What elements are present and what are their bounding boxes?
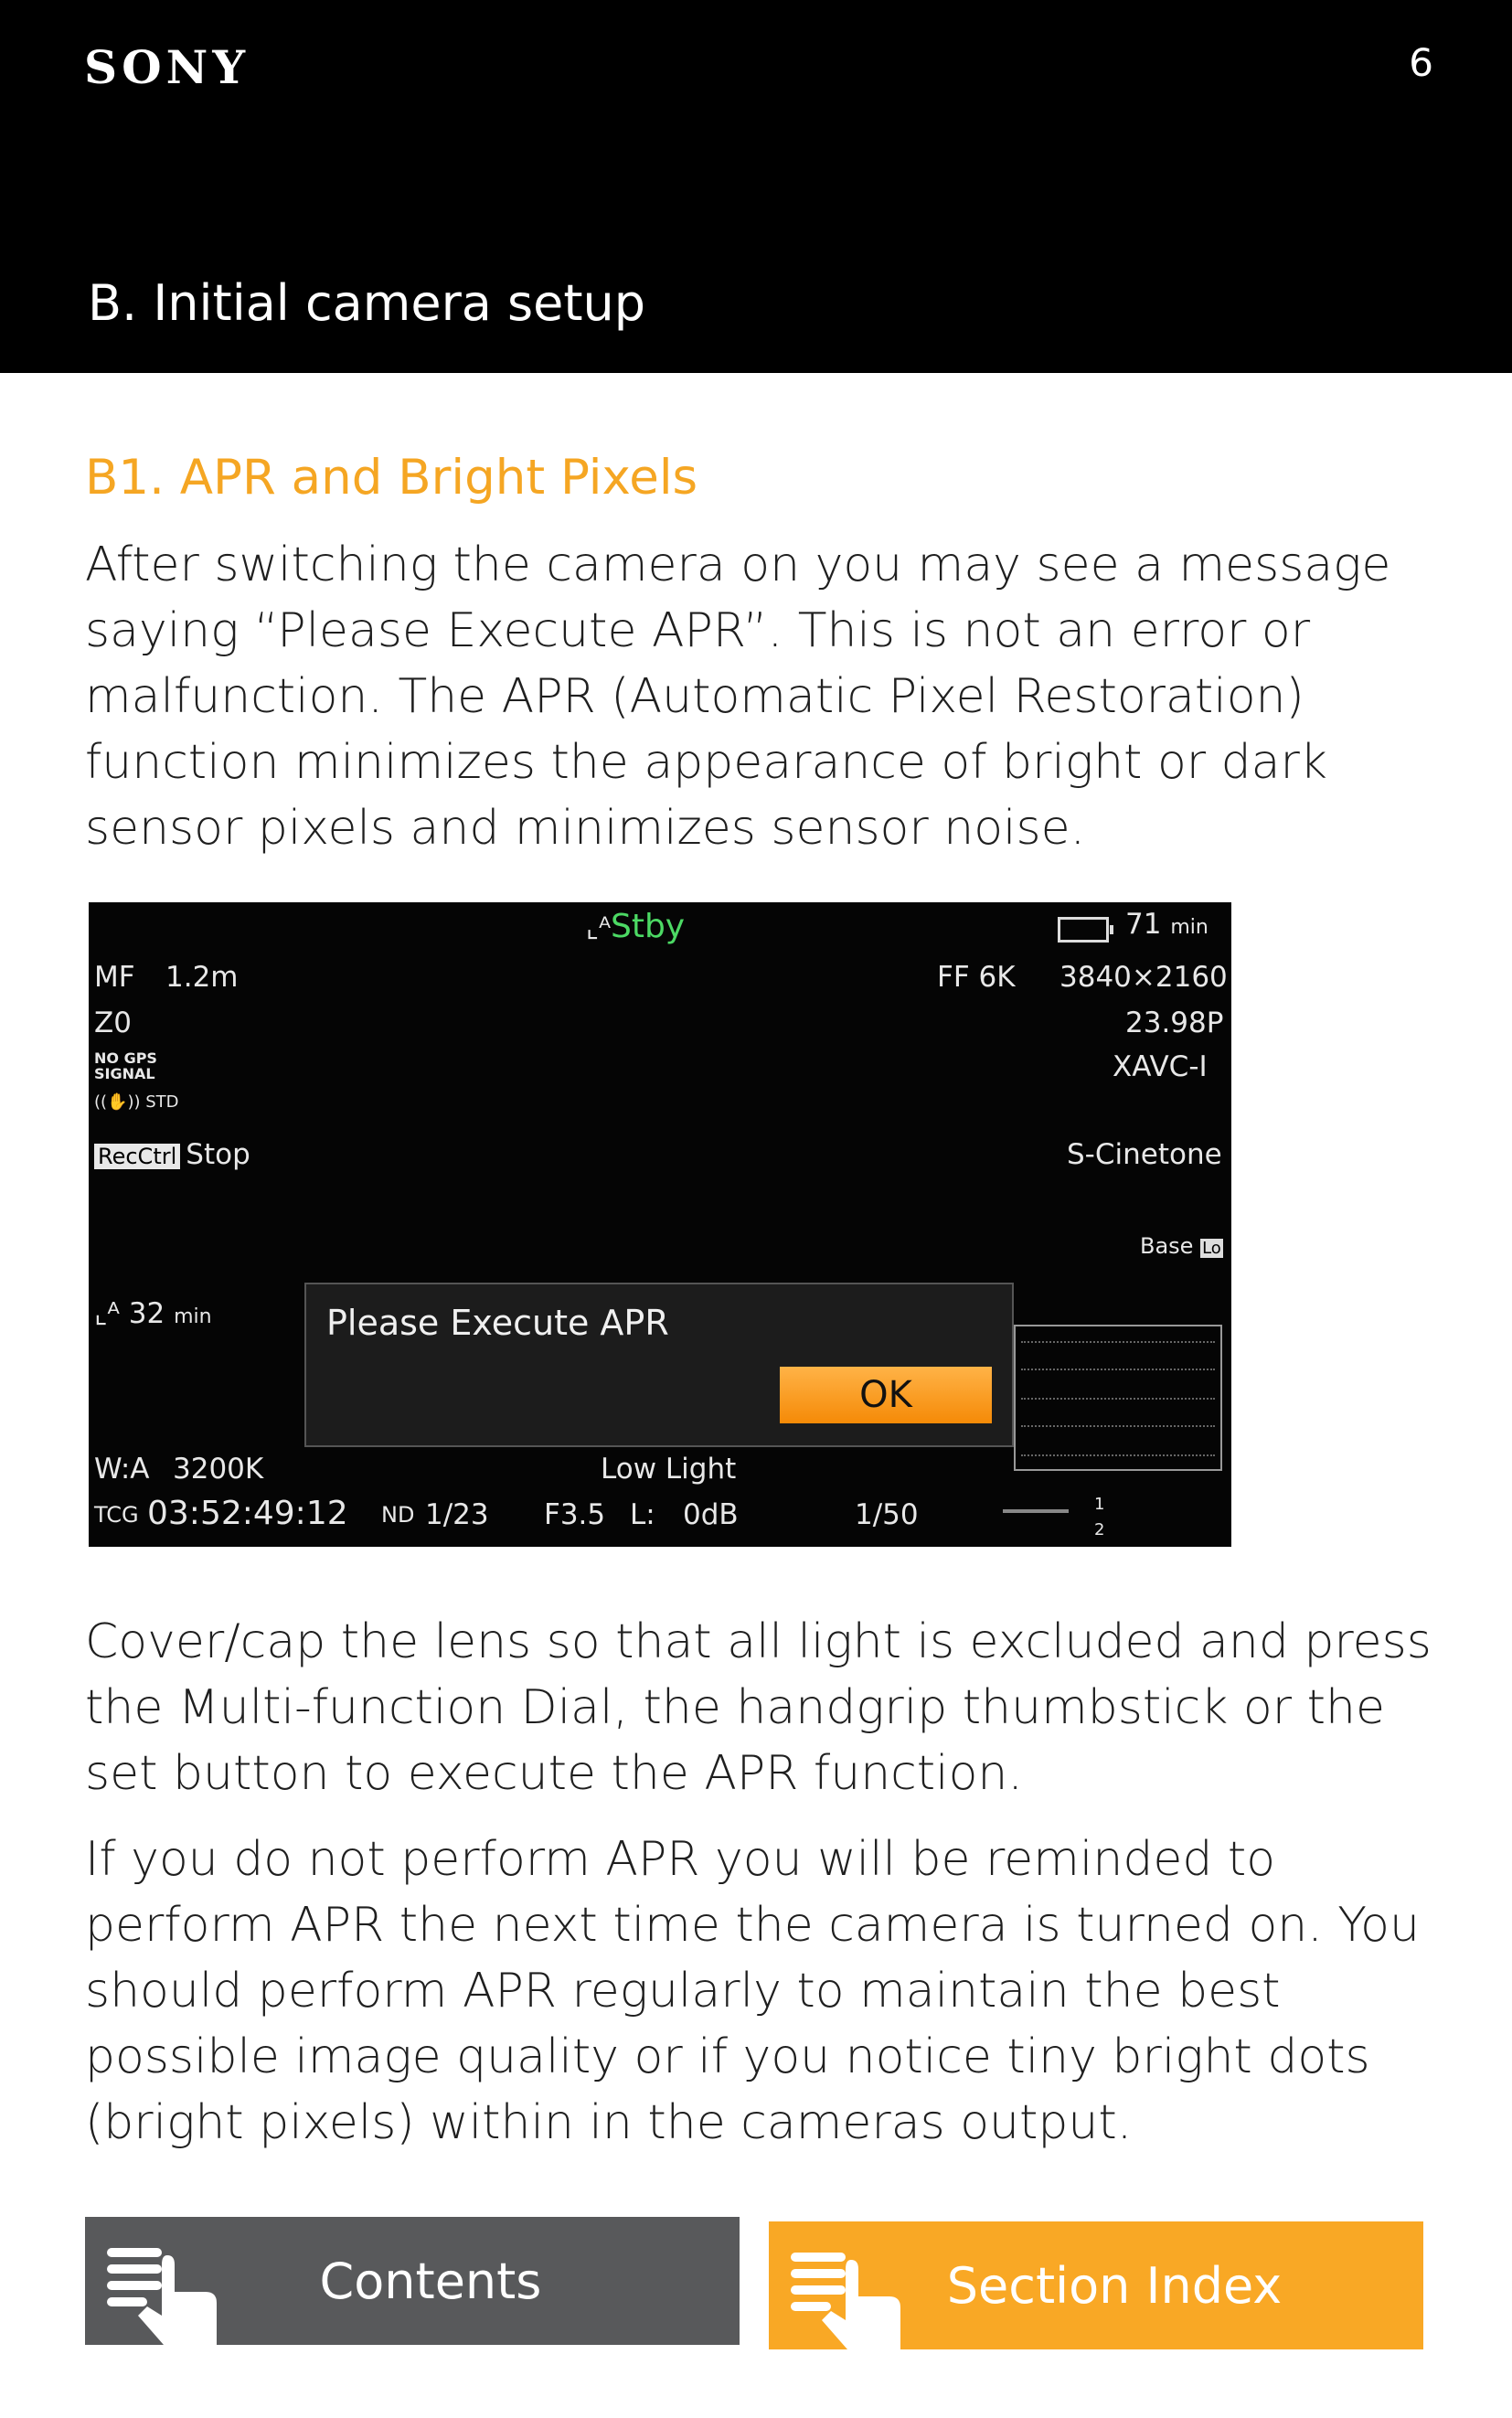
gain-label: L: bbox=[630, 1498, 655, 1531]
apr-dialog bbox=[304, 1283, 1014, 1447]
media-icon: ⌞ᴬ bbox=[94, 1297, 120, 1330]
audio-ch2: 2 bbox=[1094, 1520, 1105, 1539]
rec-control: RecCtrl Stop bbox=[94, 1138, 250, 1171]
section-title: B. Initial camera setup bbox=[88, 274, 646, 332]
audio-ch1: 1 bbox=[1094, 1495, 1105, 1514]
nd-label: ND bbox=[381, 1502, 415, 1528]
media-remaining: ⌞ᴬ 32 min bbox=[94, 1297, 212, 1330]
gain: 0dB bbox=[683, 1498, 739, 1531]
media-icon: ⌞ᴬ bbox=[586, 912, 611, 944]
zoom-position: Z0 bbox=[94, 1007, 132, 1039]
meter-line bbox=[1021, 1398, 1215, 1400]
contents-label: Contents bbox=[319, 2252, 542, 2310]
sony-logo: SONY bbox=[84, 40, 250, 94]
frame-rate: 23.98P bbox=[1125, 1007, 1224, 1039]
ok-button[interactable]: OK bbox=[780, 1367, 992, 1423]
gps-status: NO GPS SIGNAL bbox=[94, 1049, 157, 1082]
timecode: 03:52:49:12 bbox=[147, 1495, 348, 1532]
status-text: Stby bbox=[610, 908, 686, 945]
color-temperature: 3200K bbox=[173, 1453, 264, 1486]
meter-line bbox=[1021, 1425, 1215, 1427]
stabilizer-indicator: ((✋)) STD bbox=[94, 1092, 179, 1112]
meter-line bbox=[1021, 1369, 1215, 1370]
codec: XAVC-I bbox=[1113, 1050, 1208, 1083]
reminder-paragraph: If you do not perform APR you will be reminded to perform APR the next time the camera is turned on. You should perform APR regularly to maintain the best possible image quality or if you notice tiny bright dots (bright pixels) within in the cameras output. bbox=[85, 1832, 1420, 2150]
cover-paragraph: Cover/cap the lens so that all light is excluded and press the Multi-function Dial, the handgrip thumbstick or the set button to execute the APR function. bbox=[85, 1614, 1432, 1801]
dialog-message: Please Execute APR bbox=[326, 1303, 669, 1343]
picture-profile: S-Cinetone bbox=[1067, 1138, 1222, 1171]
timecode-label: TCG bbox=[94, 1502, 139, 1528]
page-number: 6 bbox=[1409, 40, 1433, 85]
focus-distance: 1.2m bbox=[165, 961, 239, 994]
sensor-mode: FF 6K bbox=[937, 961, 1016, 994]
focus-mode: MF bbox=[94, 961, 135, 994]
battery-remaining: 71 min bbox=[1125, 908, 1209, 941]
white-balance: W:A bbox=[94, 1453, 150, 1486]
page-header bbox=[0, 0, 1512, 373]
battery-icon bbox=[1058, 917, 1109, 943]
subheading: B1. APR and Bright Pixels bbox=[85, 450, 698, 506]
nd-value: 1/23 bbox=[425, 1498, 489, 1531]
camera-screen-image bbox=[89, 902, 1231, 1547]
contents-button[interactable] bbox=[85, 2217, 740, 2345]
audio-level-icon bbox=[1003, 1509, 1069, 1513]
iris: F3.5 bbox=[544, 1498, 606, 1531]
resolution: 3840×2160 bbox=[1059, 961, 1228, 994]
section-index-label: Section Index bbox=[946, 2256, 1283, 2315]
intro-paragraph: After switching the camera on you may see a message saying “Please Execute APR”. This is not an error or malfunction. The APR (Automatic Pixel Restoration) function minimizes the appearance of bright or dark sensor pixels and minimizes sensor noise. bbox=[85, 538, 1391, 856]
audio-meter-panel bbox=[1014, 1325, 1222, 1471]
meter-line bbox=[1021, 1454, 1215, 1456]
low-light-warning: Low Light bbox=[601, 1453, 737, 1486]
shutter: 1/50 bbox=[855, 1498, 919, 1531]
hand-shake-icon: ((✋)) bbox=[94, 1092, 141, 1112]
status-indicator bbox=[586, 908, 685, 945]
base-iso: Base Lo bbox=[1140, 1233, 1221, 1259]
meter-line bbox=[1021, 1341, 1215, 1343]
section-index-button[interactable] bbox=[769, 2221, 1423, 2349]
